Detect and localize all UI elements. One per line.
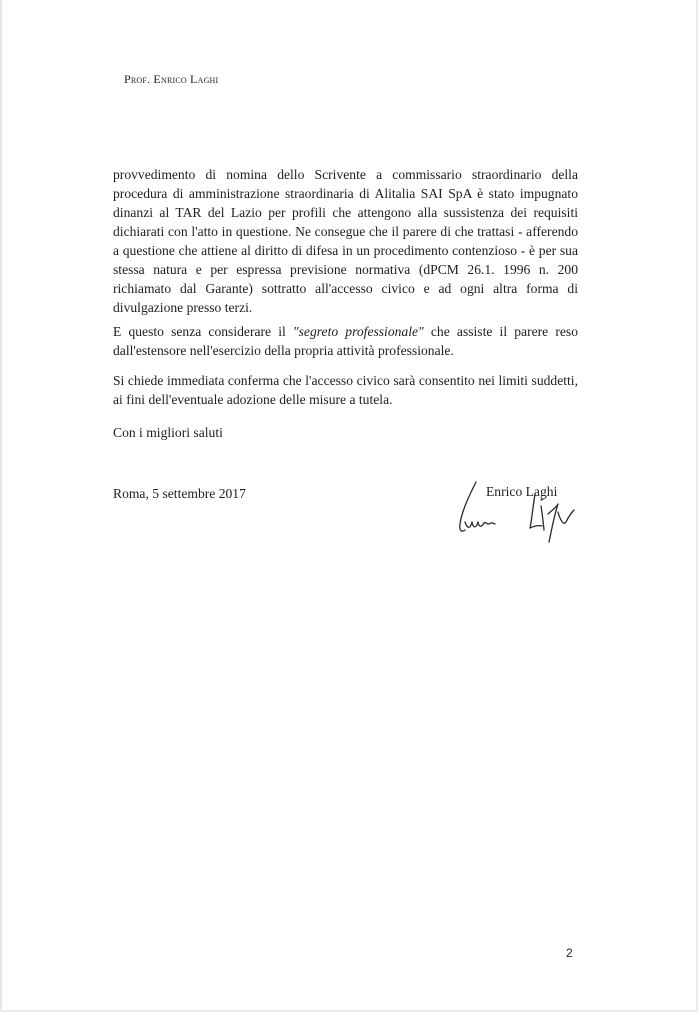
page-edge-left xyxy=(0,0,2,1012)
professional-secret-italic: "segreto professionale" xyxy=(292,324,424,339)
letterhead: Prof. Enrico Laghi xyxy=(124,72,219,86)
body-paragraph-3: Si chiede immediata conferma che l'accesso civico sarà consentito nei limiti suddetti, ai fini dell'eventuale adozione delle misure a tutela. xyxy=(113,373,578,407)
paragraph-2-text-end: che assiste il parere reso xyxy=(423,324,578,339)
paragraph-2-line-1 xyxy=(113,322,578,341)
body-paragraph-2 xyxy=(113,322,578,360)
body-paragraph-1: provvedimento di nomina dello Scrivente a commissario straordinario della procedura di amministrazione straordinaria di Alitalia SAI SpA è stato impugnato dinanzi al TAR del Lazio per profili che attengono alla sussistenza dei requisiti dichiarati con l'atto in questione. Ne consegue che il parere di che trattasi - afferendo a questione che attiene al diritto di difesa in un procedimento contenzioso - è per sua stessa natura e per espressa previsione normativa (dPCM 26.1. 1996 n. 200 richiamato dal Garante) sottratto all'accesso civico e ad ogni altra forma di divulgazione presso terzi. xyxy=(113,167,578,315)
place-and-date: Roma, 5 settembre 2017 xyxy=(113,486,246,501)
handwritten-signature xyxy=(448,476,598,546)
paragraph-2-line-2: dall'estensore nell'esercizio della propria attività professionale. xyxy=(113,343,454,358)
paragraph-2-text-start: E questo senza considerare il xyxy=(113,324,293,339)
closing-salutation: Con i migliori saluti xyxy=(113,425,223,440)
page-number: 2 xyxy=(566,946,573,960)
signer-name: Enrico Laghi xyxy=(486,484,558,499)
